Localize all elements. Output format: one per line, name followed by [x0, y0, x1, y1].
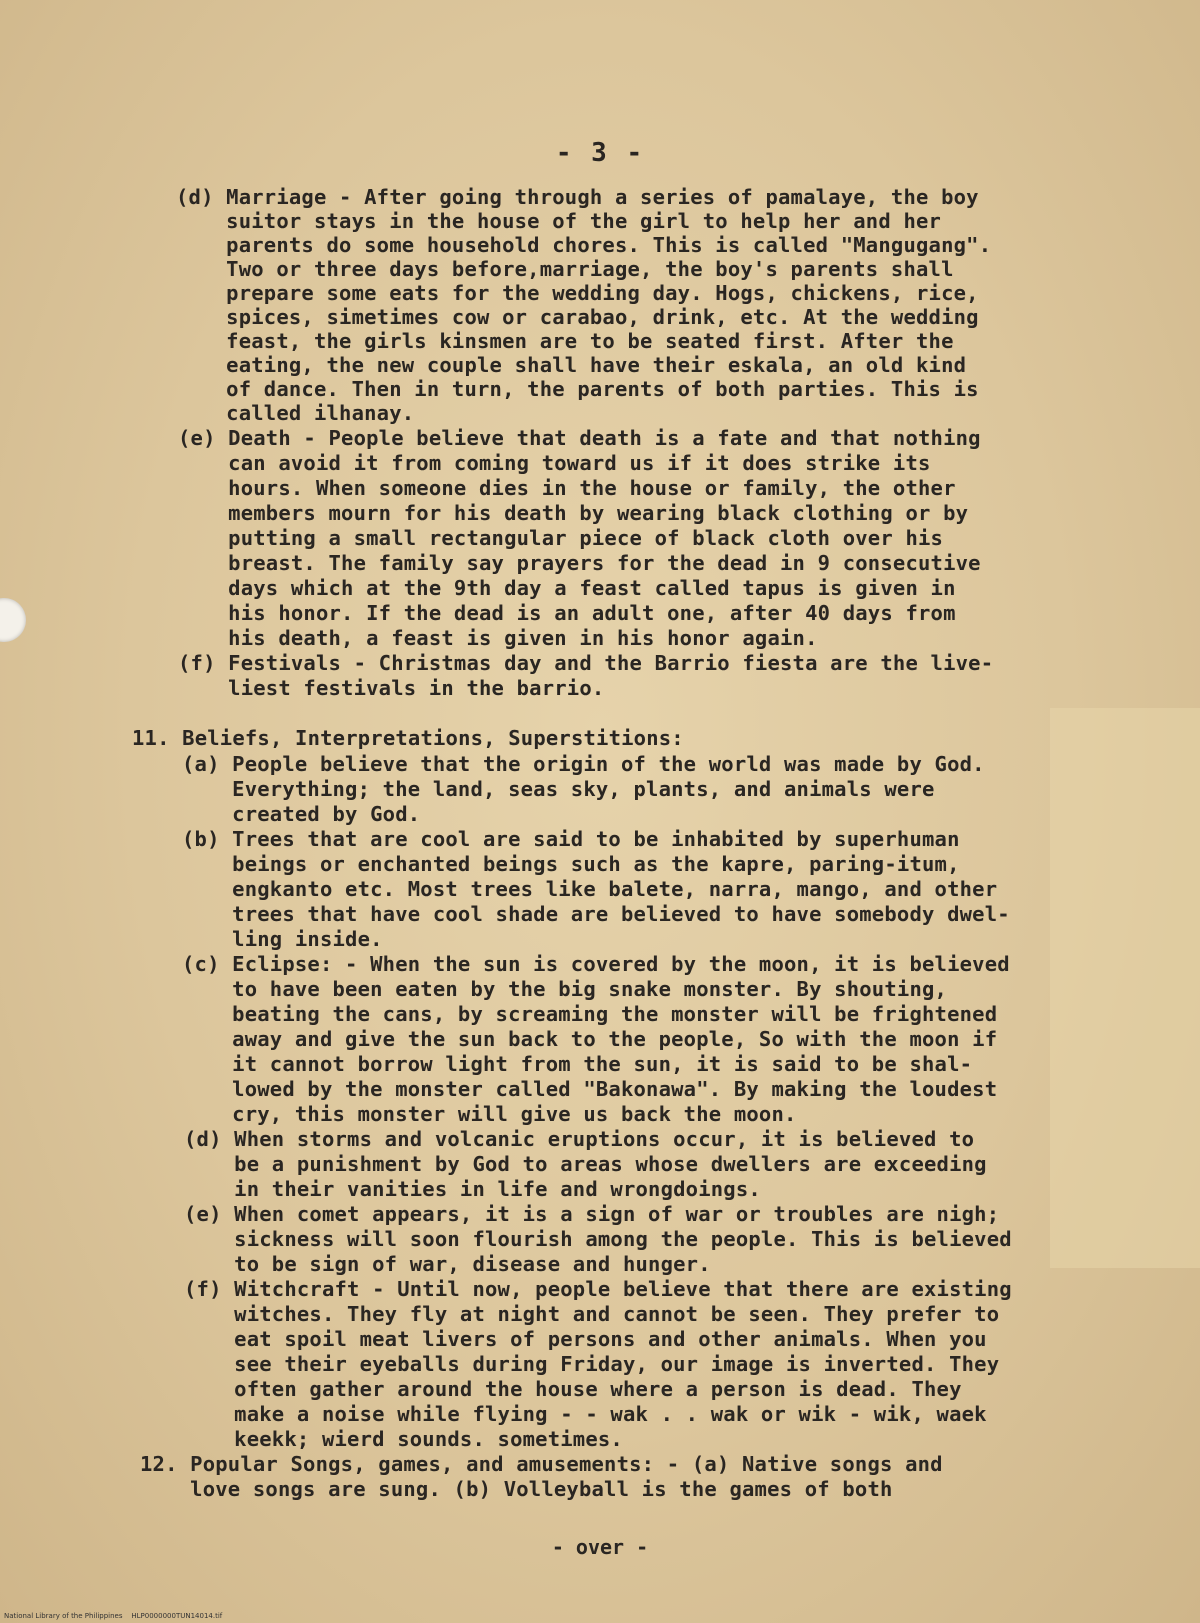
text-line: his honor. If the dead is an adult one, after 40 days from — [178, 601, 956, 625]
text-line: love songs are sung. (b) Volleyball is the games of both — [140, 1477, 893, 1501]
section-heading: 11. Beliefs, Interpretations, Superstitions: — [132, 726, 684, 750]
text-line: created by God. — [182, 802, 421, 826]
text-line: away and give the sun back to the people, So with the moon if — [182, 1027, 998, 1051]
text-line: (e) Death - People believe that death is a fate and that nothing — [178, 426, 981, 450]
text-line: (d) When storms and volcanic eruptions occur, it is believed to — [184, 1127, 975, 1151]
text-line: in their vanities in life and wrongdoings. — [184, 1177, 761, 1201]
text-line: of dance. Then in turn, the parents of both parties. This is — [176, 377, 979, 401]
text-line: 12. Popular Songs, games, and amusements: - (a) Native songs and — [140, 1452, 943, 1476]
text-line: breast. The family say prayers for the dead in 9 consecutive — [178, 551, 981, 575]
text-line: make a noise while flying - - wak . . wak or wik - wik, waek — [184, 1402, 987, 1426]
text-line: be a punishment by God to areas whose dwellers are exceeding — [184, 1152, 987, 1176]
text-line: called ilhanay. — [176, 401, 415, 425]
text-line: prepare some eats for the wedding day. Hogs, chickens, rice, — [176, 281, 979, 305]
text-line: ling inside. — [182, 927, 383, 951]
text-line: Everything; the land, seas sky, plants, and animals were — [182, 777, 935, 801]
text-line: beating the cans, by screaming the monster will be frightened — [182, 1002, 998, 1026]
text-line: suitor stays in the house of the girl to help her and her — [176, 209, 942, 233]
text-line: witches. They fly at night and cannot be seen. They prefer to — [184, 1302, 1000, 1326]
text-line: cry, this monster will give us back the moon. — [182, 1102, 797, 1126]
text-line: (f) Festivals - Christmas day and the Barrio fiesta are the live- — [178, 651, 994, 675]
text-line: Two or three days before,marriage, the boy's parents shall — [176, 257, 954, 281]
text-line: members mourn for his death by wearing black clothing or by — [178, 501, 969, 525]
text-line: (c) Eclipse: - When the sun is covered by the moon, it is believed — [182, 952, 1010, 976]
text-line: can avoid it from coming toward us if it does strike its — [178, 451, 931, 475]
text-line: hours. When someone dies in the house or family, the other — [178, 476, 956, 500]
text-line: often gather around the house where a person is dead. They — [184, 1377, 962, 1401]
tape-strip — [1050, 708, 1200, 1268]
text-line: liest festivals in the barrio. — [178, 676, 605, 700]
text-line: lowed by the monster called "Bakonawa". By making the loudest — [182, 1077, 998, 1101]
text-line: putting a small rectangular piece of black cloth over his — [178, 526, 944, 550]
punch-hole — [0, 598, 26, 642]
page-number: - 3 - — [555, 138, 645, 168]
over-marker: - over - — [551, 1535, 649, 1559]
text-line: his death, a feast is given in his honor again. — [178, 626, 818, 650]
text-line: spices, simetimes cow or carabao, drink, etc. At the wedding — [176, 305, 979, 329]
text-line: (e) When comet appears, it is a sign of war or troubles are nigh; — [184, 1202, 1000, 1226]
text-line: to be sign of war, disease and hunger. — [184, 1252, 711, 1276]
text-line: eating, the new couple shall have their eskala, an old kind — [176, 353, 967, 377]
text-line: sickness will soon flourish among the people. This is believed — [184, 1227, 1012, 1251]
text-line: (d) Marriage - After going through a series of pamalaye, the boy — [176, 185, 979, 209]
text-line: beings or enchanted beings such as the kapre, paring-itum, — [182, 852, 960, 876]
text-line: feast, the girls kinsmen are to be seated first. After the — [176, 329, 954, 353]
text-line: see their eyeballs during Friday, our image is inverted. They — [184, 1352, 1000, 1376]
text-line: parents do some household chores. This is called "Mangugang". — [176, 233, 992, 257]
text-line: (b) Trees that are cool are said to be inhabited by superhuman — [182, 827, 960, 851]
text-line: it cannot borrow light from the sun, it is said to be shal- — [182, 1052, 973, 1076]
text-line: trees that have cool shade are believed to have somebody dwel- — [182, 902, 1010, 926]
text-line: days which at the 9th day a feast called tapus is given in — [178, 576, 956, 600]
text-line: keekk; wierd sounds. sometimes. — [184, 1427, 623, 1451]
text-line: to have been eaten by the big snake monster. By shouting, — [182, 977, 948, 1001]
text-line: (a) People believe that the origin of the world was made by God. — [182, 752, 985, 776]
archive-footer: National Library of the Philippines HLP0000000TUN14014.tif — [4, 1612, 223, 1620]
text-line: eat spoil meat livers of persons and other animals. When you — [184, 1327, 987, 1351]
text-line: engkanto etc. Most trees like balete, narra, mango, and other — [182, 877, 998, 901]
text-line: (f) Witchcraft - Until now, people believe that there are existing — [184, 1277, 1012, 1301]
